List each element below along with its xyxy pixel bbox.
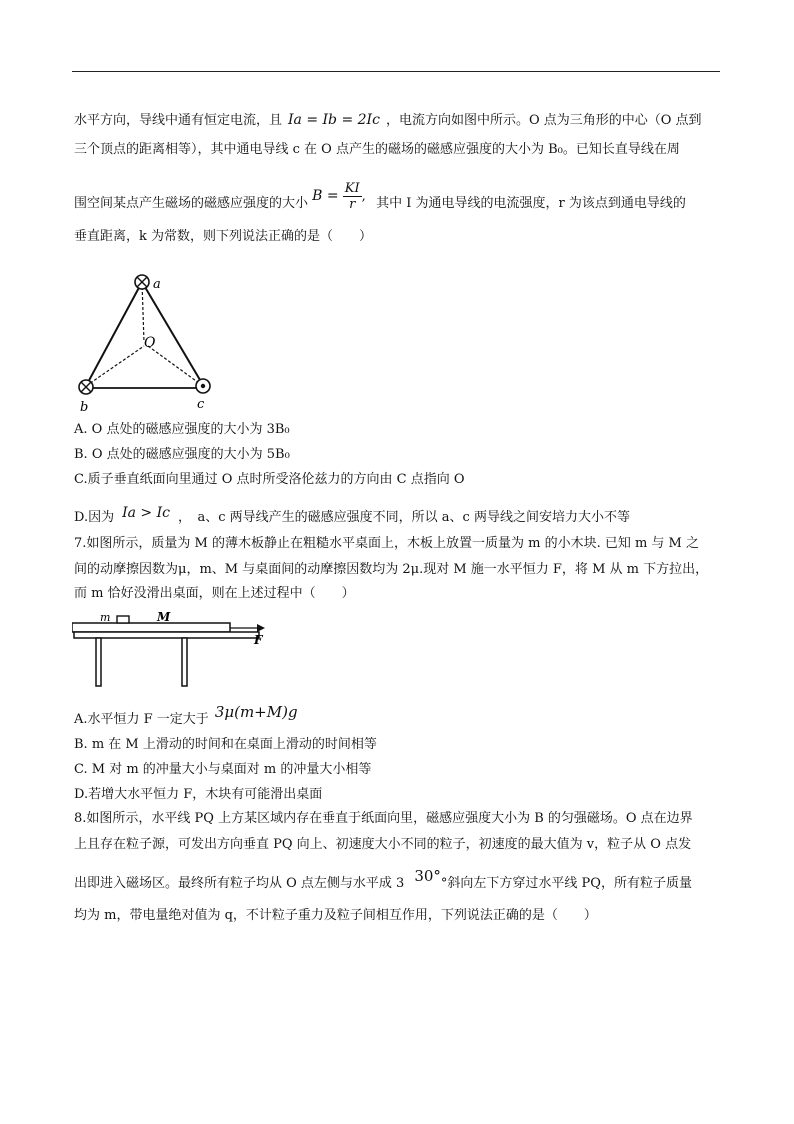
q7-line-2: 间的动摩擦因数为μ，m、M 与桌面间的动摩擦因数均为 2μ.现对 M 施一水平恒力 F，将 M 从 m 下方拉出， [74, 562, 709, 577]
label-c: c [197, 397, 205, 412]
q6-text: 围空间某点产生磁场的磁感应强度的大小 [74, 196, 309, 211]
q8-line-2: 上且存在粒子源，可发出方向垂直 PQ 向上、初速度大小不同的粒子，初速度的最大值为 v，粒子从 O 点发 [74, 837, 692, 852]
formula-angle: 30° [414, 867, 441, 885]
board-M [72, 623, 230, 632]
formula-currents: Ia = Ib = 2Ic [288, 112, 380, 128]
wire-b-into-page-icon [79, 380, 93, 394]
block-m [117, 616, 129, 623]
label-o: O [144, 335, 156, 351]
q7-text: A.水平恒力 F 一定大于 [74, 712, 209, 727]
q8-line-4: 均为 m，带电量绝对值为 q，不计粒子重力及粒子间相互作用，下列说法正确的是（ ） [74, 908, 597, 923]
q6-line-2: 三个顶点的距离相等），其中通电导线 c 在 O 点产生的磁场的磁感应强度的大小为 B₀。已知长直导线在周 [74, 142, 680, 157]
q8-text: 出即进入磁场区。最终所有粒子均从 O 点左侧与水平成 3 [74, 876, 405, 891]
force-arrow-icon [257, 624, 265, 632]
formula-b-lhs: B = [312, 188, 339, 204]
q6-text: 其中 I 为通电导线的电流强度，r 为该点到通电导线的 [376, 196, 686, 211]
table-leg-left [96, 638, 101, 686]
header-rule [72, 71, 720, 72]
formula-b-numerator: KI [344, 181, 360, 196]
table-board-figure [72, 608, 272, 692]
formula-ia-gt-ic: Ia > Ic [122, 505, 170, 521]
q6-text: ， a、c 两导线产生的磁感应强度不同，所以 a、c 两导线之间安培力大小不等 [177, 510, 630, 525]
triangle-wires-figure [72, 268, 222, 418]
label-m: m [100, 611, 111, 624]
q7-line-1: 7.如图所示，质量为 M 的薄木板静止在粗糙水平桌面上，木板上放置一质量为 m 的小木块. 已知 m 与 M 之 [74, 536, 700, 551]
formula-b-denominator: r [349, 197, 356, 212]
q6-option-b: B. O 点处的磁感应强度的大小为 5B₀ [74, 447, 290, 462]
formula-b-fraction [343, 181, 362, 212]
formula-friction-bound: 3μ(m+M)g [214, 703, 298, 721]
wire-a-into-page-icon [135, 275, 149, 289]
q7-option-c: C. M 对 m 的冲量大小与桌面对 m 的冲量大小相等 [74, 762, 372, 777]
q7-option-d: D.若增大水平恒力 F，木块有可能滑出桌面 [74, 787, 323, 802]
q6-line-4: 垂直距离，k 为常数，则下列说法正确的是（ ） [74, 229, 373, 244]
q7-option-a [74, 703, 298, 729]
label-b: b [80, 400, 89, 415]
q6-option-c: C.质子垂直纸面向里通过 O 点时所受洛伦兹力的方向由 C 点指向 O [74, 472, 465, 487]
q8-line-3 [74, 867, 692, 893]
q6-option-a: A. O 点处的磁感应强度的大小为 3B₀ [74, 422, 290, 437]
label-F: F [254, 633, 263, 647]
q7-line-3: 而 m 恰好没滑出桌面，则在上述过程中（ ） [74, 586, 355, 601]
table-top [74, 632, 259, 638]
q6-text: ，电流方向如图中所示。O 点为三角形的中心（O 点到 [385, 113, 702, 128]
q6-text: 水平方向，导线中通有恒定电流，且 [74, 113, 283, 128]
q6-option-d [74, 505, 630, 527]
label-a: a [153, 277, 161, 292]
wire-c-out-of-page-icon [196, 379, 210, 393]
q7-option-b: B. m 在 M 上滑动的时间和在桌面上滑动的时间相等 [74, 737, 377, 752]
q8-text: °斜向左下方穿过水平线 PQ，所有粒子质量 [440, 876, 692, 891]
q6-text: D.因为 [74, 510, 115, 525]
q8-line-1: 8.如图所示，水平线 PQ 上方某区域内存在垂直于纸面向里，磁感应强度大小为 B 的匀强磁场。O 点在边界 [74, 811, 693, 826]
label-M: M [157, 610, 171, 624]
q6-line-1 [74, 111, 702, 130]
table-leg-right [182, 638, 187, 686]
q6-line-3: 围空间某点产生磁场的磁感应强度的大小 B = $\frac{KI}{r}$ , 其中 I 为通电导线的电流强度，r 为该点到通电导线的 [74, 181, 686, 212]
